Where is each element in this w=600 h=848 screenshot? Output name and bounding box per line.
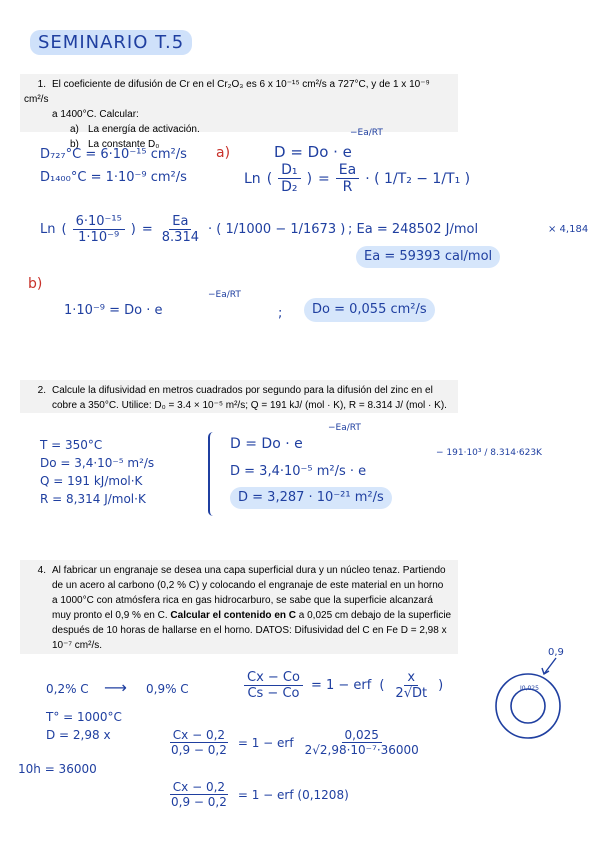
diffusion-substituted: D = 3,4·10⁻⁵ m²/s · e <box>230 464 367 479</box>
data-temperature: T° = 1000°C <box>46 710 122 724</box>
diffusivity-result: D = 3,287 · 10⁻²¹ m²/s <box>230 487 392 509</box>
fick-substituted <box>168 728 422 757</box>
numeric-denominator: 1·10⁻⁹ <box>78 230 120 245</box>
diffusion-equation: D = Do · e <box>230 436 303 452</box>
problem-number: 2. <box>37 385 46 396</box>
statement-line: a 1000°C con atmósfera rica en gas hidrocarburo, se sabe que la superficie alcanzará <box>52 595 433 606</box>
ln-label: Ln <box>244 170 261 187</box>
erf-numerator: 0,025 <box>342 728 382 743</box>
problem-2-statement <box>20 380 458 413</box>
bold-request: Calcular el contenido en C <box>170 610 296 621</box>
temperature-term: · ( 1/T₂ − 1/T₁ ) <box>365 170 471 187</box>
item-text: La constante D₀ <box>88 139 160 150</box>
statement-line: después de 10 horas de hallarse en el horno. DATOS: Difusividad del C en Fe D = 2,98 x <box>52 625 447 636</box>
ln-ratio-equation: Ln ( $\frac{\text{D₁}}{\text{D₂}}$ ) = $\frac{Ea}{R}$ · ( 1/T₂ − 1/T₁ ) <box>244 162 471 195</box>
conversion-factor: × 4,184 <box>548 224 589 235</box>
fick-numerator: Cx − Co <box>244 670 303 686</box>
part-b-mark: b) <box>28 276 43 292</box>
fick-equation: $\frac{Cx - Co}{Cs - Co}$ = 1 − erf ( $\frac{x}{2√Dt}$ ) <box>244 670 443 701</box>
outer-circle <box>496 674 560 738</box>
surface-label: 0,9 <box>548 647 564 658</box>
item-label: a) <box>70 124 79 135</box>
erf-denominator: 2√Dt <box>395 686 428 701</box>
ratio-numerator: D₁ <box>278 162 300 179</box>
erf-numerator: x <box>404 670 418 686</box>
item-text: La energía de activación. <box>88 124 200 135</box>
sub-numerator: Cx − 0,2 <box>170 728 228 743</box>
statement-line: cobre a 350°C. Utilice: D₀ = 3.4 × 10⁻⁵ m²/s; Q = 191 kJ/ (mol · K), R = 8.314 J/ (mol · K). <box>52 400 447 411</box>
surface-carbon: 0,9% C <box>146 682 189 696</box>
fick-rhs: = 1 − erf <box>310 678 372 693</box>
substituted-exponent: − 191·10³ / 8.314·623K <box>436 448 542 458</box>
ea-numerator: Ea <box>336 162 359 179</box>
time-conversion: 10h = 36000 <box>18 762 97 776</box>
data-do: Do = 3,4·10⁻⁵ m²/s <box>40 456 155 470</box>
step-denominator: 0,9 − 0,2 <box>171 795 227 809</box>
diffusion-exponent: −Ea/RT <box>328 423 361 433</box>
data-d1400: D₁₄₀₀°C = 1·10⁻⁹ cm²/s <box>40 170 187 185</box>
erf-denominator: 2√2,98·10⁻⁷·36000 <box>304 743 419 757</box>
problem-number: 1. <box>37 79 46 90</box>
step-numerator: Cx − 0,2 <box>170 780 228 795</box>
statement-line: Al fabricar un engranaje se desea una capa superficial dura y un núcleo tenaz. Partiendo <box>52 565 446 576</box>
arrow: ⟶ <box>104 678 127 697</box>
ea-cal-result: Ea = 59393 cal/mol <box>356 246 500 268</box>
sub-denominator: 0,9 − 0,2 <box>171 743 227 757</box>
fick-result-step <box>168 780 349 809</box>
do-result: Do = 0,055 cm²/s <box>304 298 435 322</box>
sub-rhs: = 1 − erf <box>237 735 294 750</box>
part-b-exponent: −Ea/RT <box>208 290 241 300</box>
ea-result: ; Ea = 248502 J/mol <box>348 222 479 237</box>
r-value: 8.314 <box>161 230 199 245</box>
part-a-mark: a) <box>216 145 231 161</box>
depth-label: I0,025 <box>520 685 539 692</box>
data-r: R = 8,314 J/mol·K <box>40 492 146 506</box>
gear-cross-section-diagram <box>486 644 586 744</box>
data-diffusivity: D = 2,98 x <box>46 728 111 742</box>
arrhenius-equation: D = Do · e <box>274 143 352 161</box>
item-label: b) <box>70 139 79 150</box>
step-rhs: = 1 − erf (0,1208) <box>237 787 349 802</box>
data-d727: D₇₂₇°C = 6·10⁻¹⁵ cm²/s <box>40 147 187 162</box>
temperature-term: · ( 1/1000 − 1/1673 ) <box>208 222 346 237</box>
ratio-denominator: D₂ <box>281 179 298 195</box>
statement-line: El coeficiente de difusión de Cr en el Cr₂O₃ es 6 x 10⁻¹⁵ cm²/s a 727°C, y de 1 x 10⁻⁹ cm²/s <box>24 79 430 105</box>
numeric-numerator: 6·10⁻¹⁵ <box>73 214 125 230</box>
r-denominator: R <box>342 179 353 195</box>
data-temperature: T = 350°C <box>40 438 103 452</box>
problem-4-statement <box>20 560 458 654</box>
ln-label: Ln <box>40 222 56 237</box>
fick-denominator: Cs − Co <box>247 686 300 701</box>
part-b-equation: 1·10⁻⁹ = Do · e <box>64 303 163 318</box>
initial-carbon: 0,2% C <box>46 682 89 696</box>
inner-circle <box>511 689 545 723</box>
statement-line: Calcule la difusividad en metros cuadrados por segundo para la difusión del zinc en el <box>52 385 433 396</box>
statement-line: muy pronto el 0,9 % en C. Calcular el contenido en C a 0,025 cm debajo de la superficie <box>52 610 452 621</box>
ea-numerator: Ea <box>169 214 191 230</box>
separator: ; <box>278 306 283 321</box>
statement-line: a 1400°C. Calcular: <box>52 109 139 120</box>
problem-number: 4. <box>37 565 46 576</box>
statement-line: 10⁻⁷ cm²/s. <box>52 640 103 651</box>
page-title: SEMINARIO T.5 <box>30 30 192 55</box>
brace <box>208 432 218 516</box>
pointer-arrow <box>544 658 556 674</box>
ln-numeric-equation: Ln ( $\frac{\text{6·10⁻¹⁵}}{\text{1·10⁻⁹}}$ ) = $\frac{Ea}{8.314}$ · ( 1/1000 − 1/1673 ) <box>40 214 346 245</box>
data-q: Q = 191 kJ/mol·K <box>40 474 143 488</box>
arrhenius-exponent: −Ea/RT <box>350 128 383 138</box>
statement-line: de un acero al carbono (0,2 % C) y colocando el engranaje de este material en un horno <box>52 580 444 591</box>
